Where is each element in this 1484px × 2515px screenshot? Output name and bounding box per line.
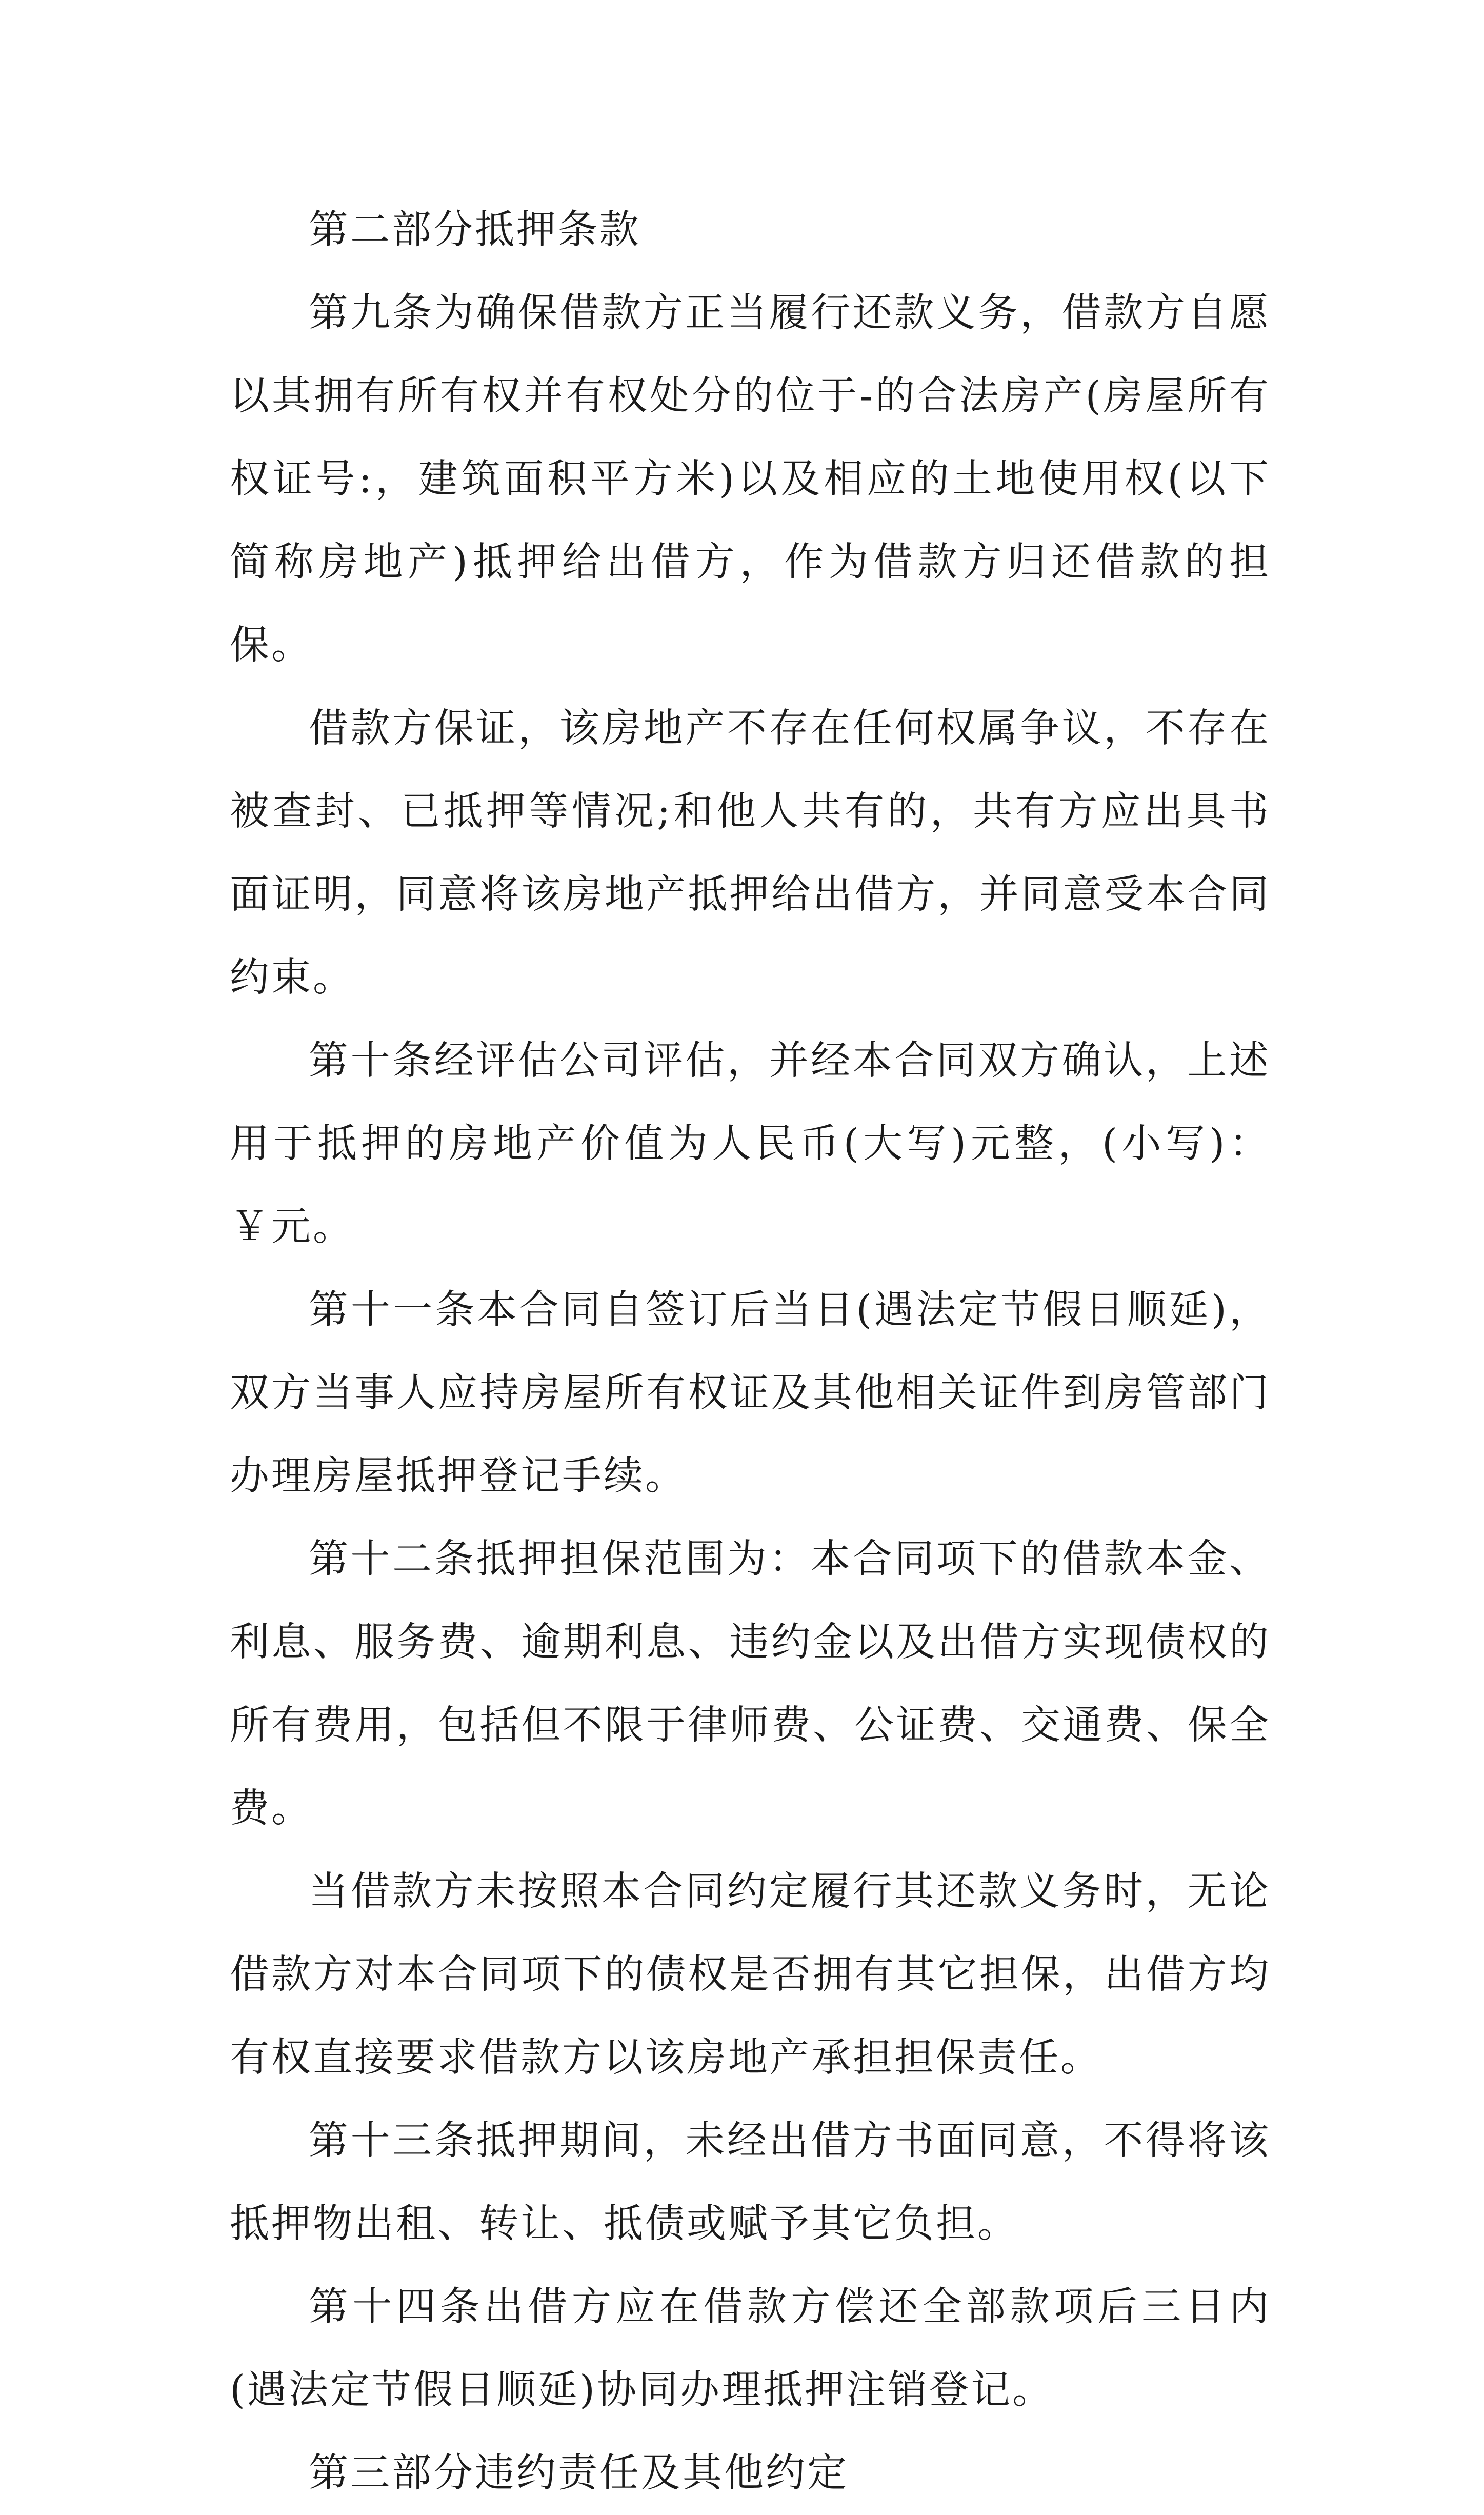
clause-11: 第十一条本合同自签订后当日(遇法定节假日顺延)，双方当事人应持房屋所有权证及其他相关证件到房管部门办理房屋抵押登记手续。 <box>230 1287 1271 1499</box>
clause-9-guarantee: 借款方保证，该房地产不存在任何权属争议，不存在被查封、已抵押等情况;和他人共有的，共有方应出具书面证明，同意将该房地产抵押给出借方，并同意受本合同约束。 <box>230 706 1271 1001</box>
clause-13: 第十三条抵押期间，未经出借方书面同意，不得将该抵押物出租、转让、抵债或赋予其它负担。 <box>230 2118 1271 2247</box>
section-heading-part-three: 第三部分违约责任及其他约定 <box>309 2450 849 2496</box>
clause-9: 第九条为确保借款方正当履行还款义务，借款方自愿以其拥有所有权并有权处分的位于-的合法房产(房屋所有权证号:，建筑面积平方米)以及相应的土地使用权(以下简称房地产)抵押给出借方，作为借款方归还借款的担保。 <box>230 290 1271 668</box>
document-body <box>230 189 1271 2515</box>
clause-12: 第十二条抵押担保范围为：本合同项下的借款本金、利息、服务费、逾期利息、违约金以及出借方实现债权的所有费用，包括但不限于律师费、公证费、交通费、保全费。 <box>230 1536 1271 1831</box>
section-heading-part-two: 第二部分抵押条款 <box>309 207 641 253</box>
clause-14: 第十四条出借方应在借款方偿还全部款项后三日内(遇法定节假日顺延)协同办理抵押注销登记。 <box>230 2284 1271 2413</box>
clause-12-default: 当借款方未按照本合同约定履行其还款义务时，无论借款方对本合同项下的债权是否拥有其它担保，出借方均有权直接要求借款方以该房地产承担担保责任。 <box>230 1869 1271 2081</box>
clause-10: 第十条经评估公司评估，并经本合同双方确认，上述用于抵押的房地产价值为人民币(大写)元整，(小写)：￥元。 <box>230 1038 1271 1250</box>
